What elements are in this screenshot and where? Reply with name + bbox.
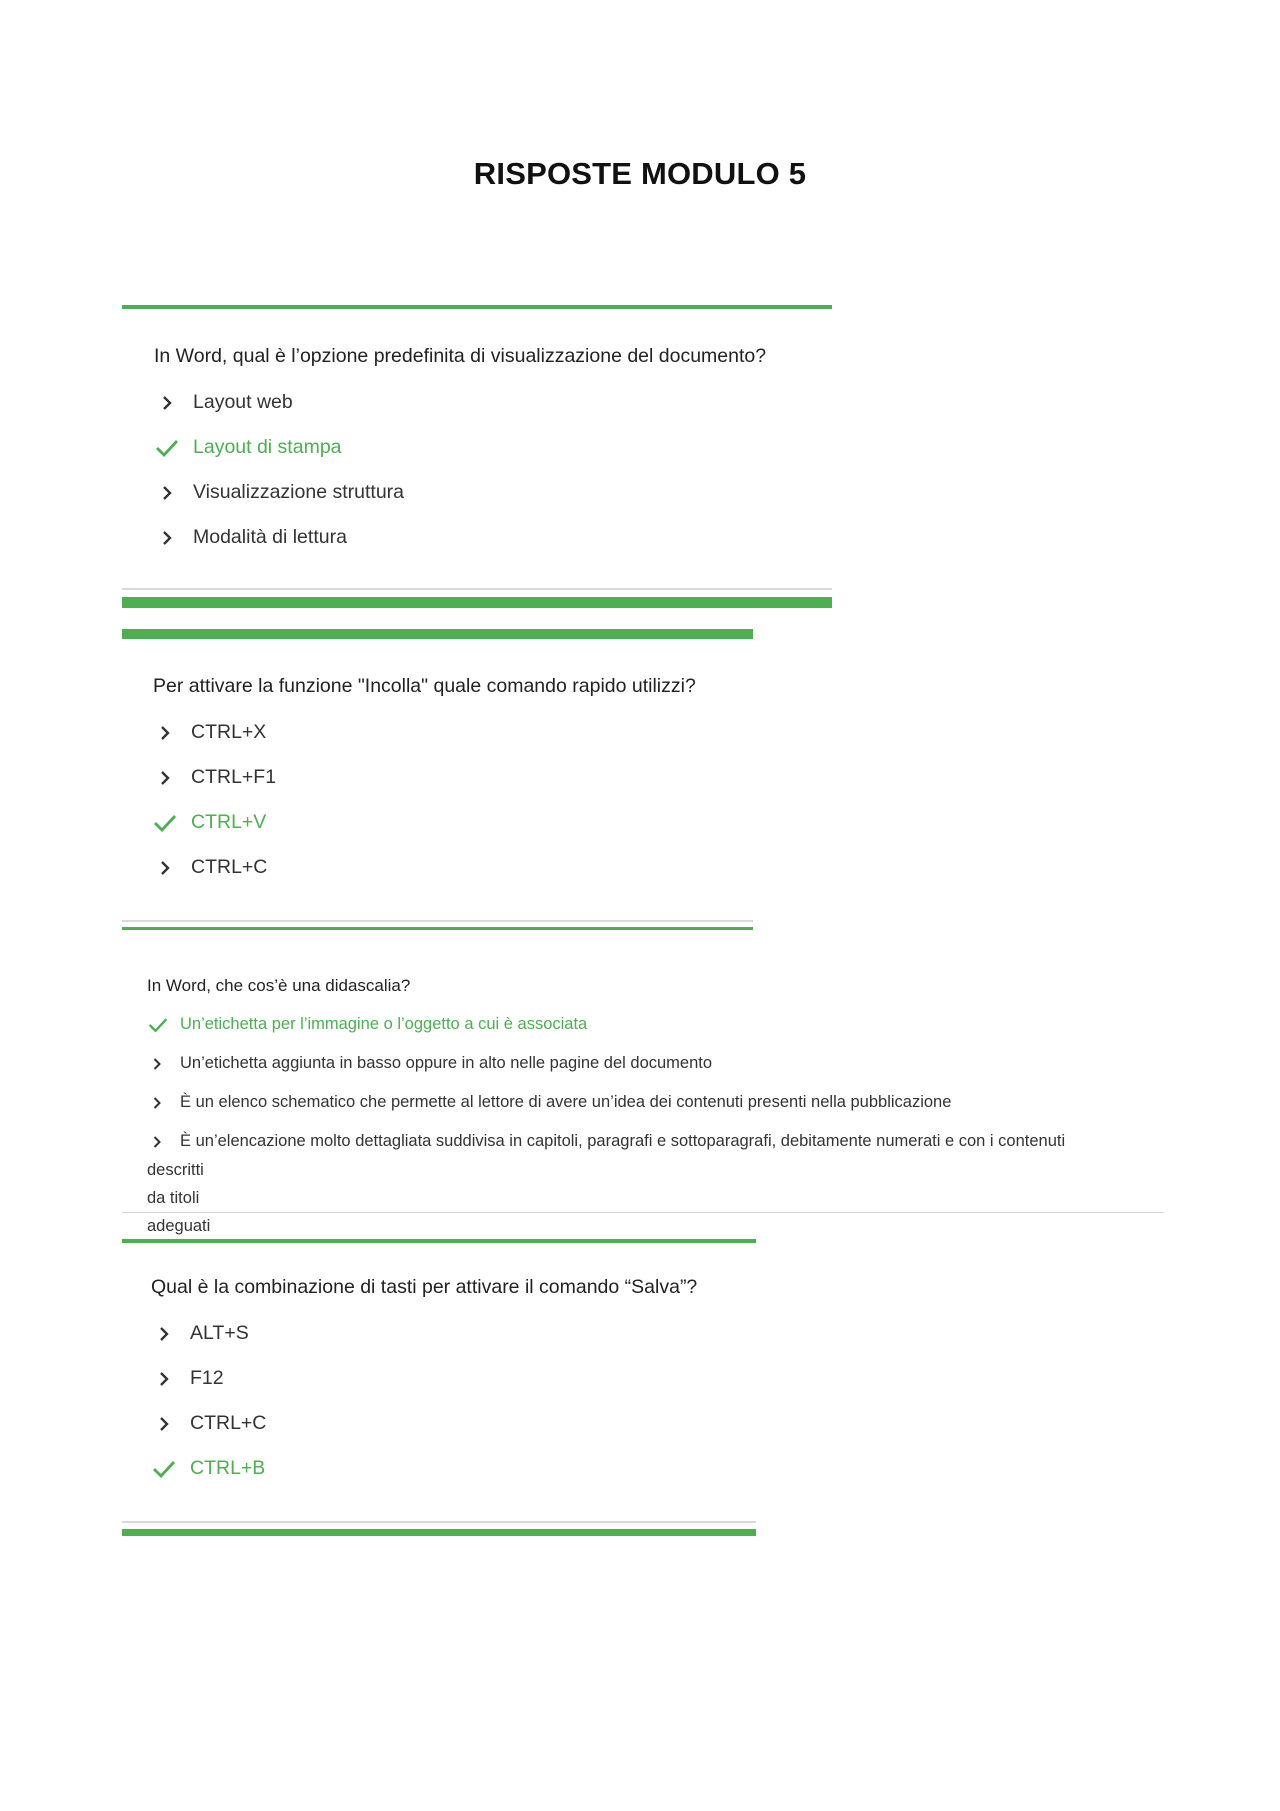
checkmark-icon (148, 1017, 166, 1033)
chevron-right-icon (148, 1096, 166, 1110)
answer-label: F12 (190, 1367, 224, 1389)
answer-label: Modalità di lettura (193, 526, 347, 548)
chevron-right-icon (155, 485, 179, 501)
card-bottom-border (122, 1529, 756, 1536)
chevron-right-icon (152, 1326, 176, 1342)
answer-label: Un’etichetta aggiunta in basso oppure in alto nelle pagine del documento (180, 1054, 713, 1072)
answer-label: Layout web (193, 391, 293, 413)
checkmark-icon (152, 1460, 176, 1478)
answer-option (152, 1322, 249, 1345)
card-top-border (122, 629, 753, 639)
answer-option (148, 1054, 712, 1073)
chevron-right-icon (152, 1416, 176, 1432)
chevron-right-icon (153, 770, 177, 786)
card-divider (122, 588, 832, 590)
answer-label: È un’elencazione molto dettagliata suddivisa in capitoli, paragrafi e sottoparagrafi, debitamente numerati e con i contenuti (180, 1132, 1066, 1150)
card-bottom-border (122, 597, 832, 608)
chevron-right-icon (152, 1371, 176, 1387)
answer-option (153, 766, 276, 789)
answer-label: CTRL+F1 (191, 766, 277, 788)
answer-option (152, 1367, 224, 1390)
chevron-right-icon (148, 1135, 166, 1149)
question-text: Per attivare la funzione "Incolla" quale comando rapido utilizzi? (153, 675, 696, 697)
chevron-right-icon (148, 1057, 166, 1071)
answer-label: CTRL+C (190, 1412, 267, 1434)
answer-option (148, 1132, 1065, 1151)
answer-label: Visualizzazione struttura (193, 481, 404, 503)
answer-option (152, 1412, 266, 1435)
chevron-right-icon (155, 395, 179, 411)
answer-option-correct (152, 1457, 265, 1480)
chevron-right-icon (155, 530, 179, 546)
answer-label: È un elenco schematico che permette al lettore di avere un’idea dei contenuti presenti nella pubblicazione (180, 1093, 952, 1111)
answer-option-correct (148, 1015, 587, 1034)
card-divider (122, 1212, 1164, 1213)
answer-option (155, 526, 347, 549)
checkmark-icon (155, 439, 179, 457)
answer-option-correct (155, 436, 342, 459)
question-text: In Word, che cos’è una didascalia? (147, 976, 411, 995)
answer-label: CTRL+B (190, 1457, 266, 1479)
answer-option (155, 481, 404, 504)
answer-label: CTRL+C (191, 856, 268, 878)
document-title: RISPOSTE MODULO 5 (473, 156, 807, 191)
answer-option-correct (153, 811, 266, 834)
answer-label: Un’etichetta per l’immagine o l’oggetto a cui è associata (180, 1015, 588, 1033)
card-top-border (122, 1239, 756, 1243)
card-divider (122, 920, 753, 922)
chevron-right-icon (153, 860, 177, 876)
question-text: In Word, qual è l’opzione predefinita di visualizzazione del documento? (154, 345, 767, 367)
answer-label-continued: descritti da titoli adeguati (147, 1161, 211, 1235)
chevron-right-icon (153, 725, 177, 741)
checkmark-icon (153, 814, 177, 832)
answer-option (153, 721, 266, 744)
answer-label: CTRL+X (191, 721, 267, 743)
answer-label: Layout di stampa (193, 436, 342, 458)
question-text: Qual è la combinazione di tasti per attivare il comando “Salva”? (151, 1276, 698, 1298)
answer-label: CTRL+V (191, 811, 267, 833)
card-divider (122, 1521, 756, 1523)
answer-option (155, 391, 293, 414)
answer-option (153, 856, 267, 879)
answer-label: ALT+S (190, 1322, 249, 1344)
card-top-border (122, 305, 832, 309)
answer-option (148, 1093, 951, 1112)
card-bottom-border (122, 927, 753, 930)
